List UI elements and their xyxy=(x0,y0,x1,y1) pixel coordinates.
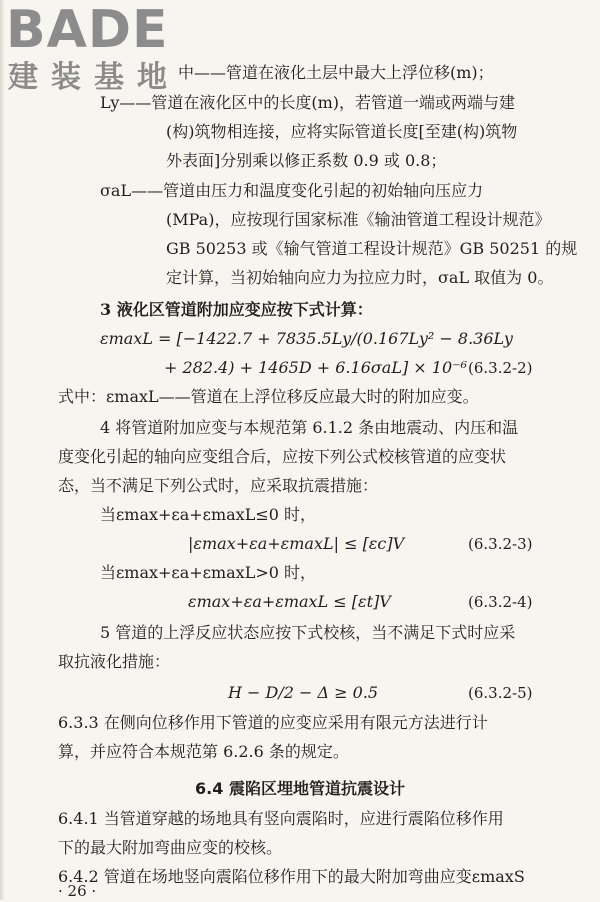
equation-line: + 282.4) + 1465D + 6.16σaL] × 10⁻⁶ xyxy=(164,358,467,377)
text-line: (构)筑物相连接，应将实际管道长度[至建(构)筑物 xyxy=(166,122,518,141)
text-line: 中——管道在液化土层中最大上浮位移(m)； xyxy=(178,63,494,82)
page-edge xyxy=(0,0,5,900)
text-line: 当εmax+εa+εmaxL>0 时， xyxy=(100,563,316,582)
clause-4: 4 将管道附加应变与本规范第 6.1.2 条由地震动、内压和温 xyxy=(100,418,519,437)
text-line: 当εmax+εa+εmaxL≤0 时， xyxy=(100,505,316,524)
clause-5: 5 管道的上浮反应状态应按下式校核，当不满足下式时应采 xyxy=(100,623,516,642)
text-line: 算，并应符合本规范第 6.2.6 条的规定。 xyxy=(58,742,349,761)
equation-line: |εmax+εa+εmaxL| ≤ [εc]V xyxy=(188,534,405,553)
equation-line: εmaxL = [−1422.7 + 7835.5Ly/(0.167Ly² − 8.36Ly xyxy=(100,329,513,348)
logo-title: BADE xyxy=(6,0,169,60)
text-line: 度变化引起的轴向应变组合后，应按下列公式校核管道的应变状 xyxy=(58,447,507,466)
text-line: 外表面]分别乘以修正系数 0.9 或 0.8； xyxy=(166,151,447,170)
text-line: GB 50253 或《输气管道工程设计规范》GB 50251 的规 xyxy=(166,239,578,258)
equation-line: εmax+εa+εmaxL ≤ [εt]V xyxy=(188,592,391,611)
equation-line: H − D/2 − Δ ≥ 0.5 xyxy=(228,683,379,702)
clause-6-4-1: 6.4.1 当管道穿越的场地具有竖向震陷时，应进行震陷位移作用 xyxy=(58,809,504,828)
clause-6-3-3: 6.3.3 在侧向位移作用下管道的应变应采用有限元方法进行计 xyxy=(58,713,488,732)
equation-number: (6.3.2-4) xyxy=(468,593,533,611)
clause-3: 3 液化区管道附加应变应按下式计算： xyxy=(100,300,373,319)
section-heading: 6.4 震陷区埋地管道抗震设计 xyxy=(195,779,405,798)
text-line: 取抗液化措施： xyxy=(58,652,171,671)
equation-number: (6.3.2-5) xyxy=(468,684,533,702)
text-line: (MPa)，应按现行国家标准《输油管道工程设计规范》 xyxy=(166,210,551,229)
text-line: Ly——管道在液化区中的长度(m)，若管道一端或两端与建 xyxy=(100,93,516,112)
equation-number: (6.3.2-3) xyxy=(468,535,533,553)
equation-number: (6.3.2-2) xyxy=(468,359,533,377)
clause-6-4-2: 6.4.2 管道在场地竖向震陷位移作用下的最大附加弯曲应变εmaxS xyxy=(58,867,525,886)
text-line: 态，当不满足下列公式时，应采取抗震措施： xyxy=(58,476,379,495)
text-line: σaL——管道由压力和温度变化引起的初始轴向压应力 xyxy=(100,181,484,200)
text-line: 下的最大附加弯曲应变的校核。 xyxy=(58,838,283,857)
text-line: 式中：εmaxL——管道在上浮位移反应最大时的附加应变。 xyxy=(58,387,479,406)
watermark-logo xyxy=(6,0,206,104)
logo-subtitle: 建装基地 xyxy=(8,60,180,95)
page-number: · 26 · xyxy=(58,882,97,900)
text-line: 定计算，当初始轴向应力为拉应力时，σaL 取值为 0。 xyxy=(166,268,554,287)
